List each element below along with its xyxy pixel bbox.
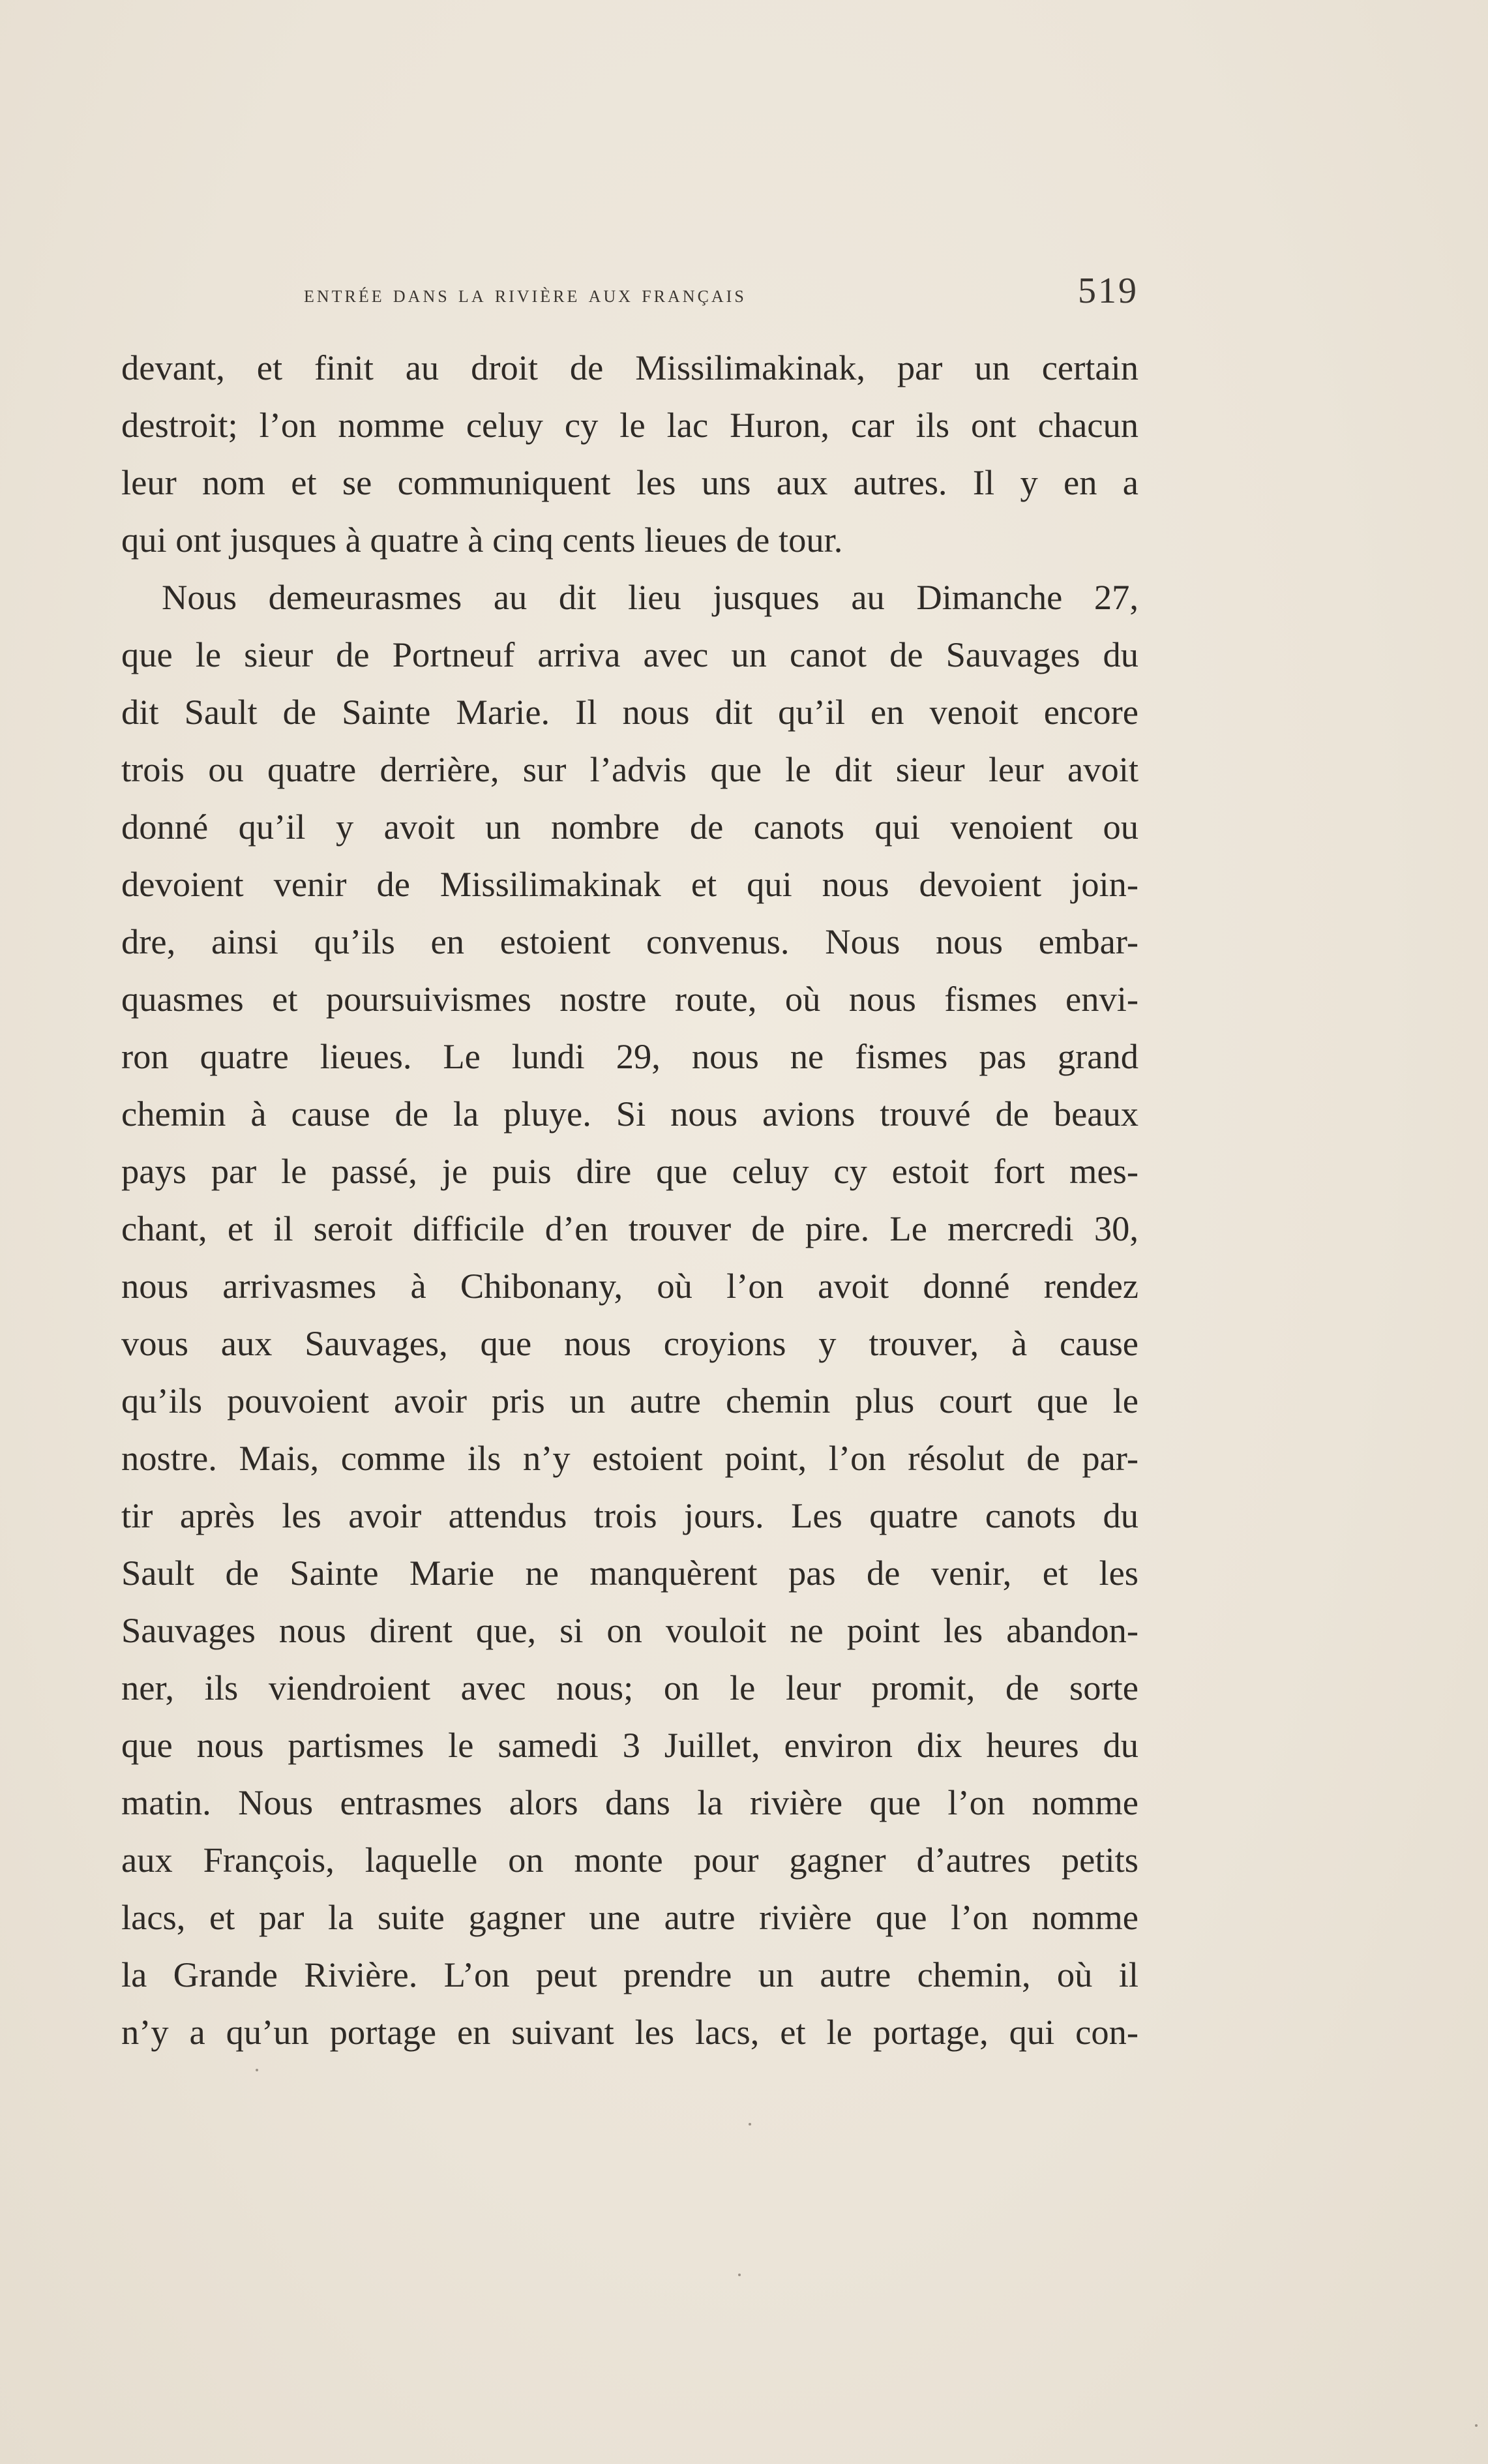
text-line: dre, ainsi qu’ils en estoient convenus. Nous nous embar-: [121, 922, 1138, 961]
text-line: aux François, laquelle on monte pour gagner d’autres petits: [121, 1840, 1138, 1880]
text-line: donné qu’il y avoit un nombre de canots qui venoient ou: [121, 807, 1138, 847]
text-line: quasmes et poursuivismes nostre route, où nous fismes envi-: [121, 979, 1138, 1019]
text-line: qui ont jusques à quatre à cinq cents lieues de tour.: [121, 520, 843, 560]
running-title: entrée dans la rivière aux français: [304, 281, 747, 308]
text-line: leur nom et se communiquent les uns aux autres. Il y en a: [121, 462, 1138, 502]
paragraph-2: [121, 569, 1138, 2061]
text-line: nous arrivasmes à Chibonany, où l’on avoit donné rendez: [121, 1266, 1138, 1306]
text-line: devant, et finit au droit de Missilimakinak, par un certain: [121, 348, 1138, 387]
text-line: devoient venir de Missilimakinak et qui nous devoient join-: [121, 864, 1138, 904]
text-line: destroit; l’on nomme celuy cy le lac Huron, car ils ont chacun: [121, 405, 1138, 445]
text-line: nostre. Mais, comme ils n’y estoient point, l’on résolut de par-: [121, 1438, 1138, 1478]
text-line: pays par le passé, je puis dire que celuy cy estoit fort mes-: [121, 1151, 1138, 1191]
text-line: matin. Nous entrasmes alors dans la rivière que l’on nomme: [121, 1782, 1138, 1822]
body-text: [121, 339, 1138, 2061]
text-line: que nous partismes le samedi 3 Juillet, environ dix heures du: [121, 1725, 1138, 1765]
text-line: ner, ils viendroient avec nous; on le leur promit, de sorte: [121, 1668, 1138, 1707]
paper-speck: [749, 2123, 751, 2126]
paragraph-1: [121, 339, 1138, 569]
text-line: trois ou quatre derrière, sur l’advis que le dit sieur leur avoit: [121, 749, 1138, 789]
text-line: Nous demeurasmes au dit lieu jusques au Dimanche 27,: [162, 577, 1138, 617]
text-line: vous aux Sauvages, que nous croyions y trouver, à cause: [121, 1323, 1138, 1363]
text-line: chant, et il seroit difficile d’en trouver de pire. Le mercredi 30,: [121, 1209, 1138, 1248]
text-line: que le sieur de Portneuf arriva avec un canot de Sauvages du: [121, 635, 1138, 674]
text-line: la Grande Rivière. L’on peut prendre un autre chemin, où il: [121, 1955, 1138, 1994]
text-line: n’y a qu’un portage en suivant les lacs, et le portage, qui con-: [121, 2012, 1138, 2052]
paper-speck: [256, 2069, 258, 2071]
text-line: chemin à cause de la pluye. Si nous avions trouvé de beaux: [121, 1094, 1138, 1134]
text-line: tir après les avoir attendus trois jours. Les quatre canots du: [121, 1495, 1138, 1535]
text-line: Sauvages nous dirent que, si on vouloit ne point les abandon-: [121, 1610, 1138, 1650]
text-line: Sault de Sainte Marie ne manquèrent pas de venir, et les: [121, 1553, 1138, 1593]
page-header: [121, 267, 1138, 320]
text-line: lacs, et par la suite gagner une autre rivière que l’on nomme: [121, 1897, 1138, 1937]
text-line: ron quatre lieues. Le lundi 29, nous ne fismes pas grand: [121, 1036, 1138, 1076]
text-line: qu’ils pouvoient avoir pris un autre chemin plus court que le: [121, 1381, 1138, 1420]
paper-speck: [738, 2274, 741, 2276]
text-line: dit Sault de Sainte Marie. Il nous dit qu’il en venoit encore: [121, 692, 1138, 732]
paper-speck: [1475, 2424, 1478, 2427]
page-number: 519: [1078, 271, 1138, 311]
